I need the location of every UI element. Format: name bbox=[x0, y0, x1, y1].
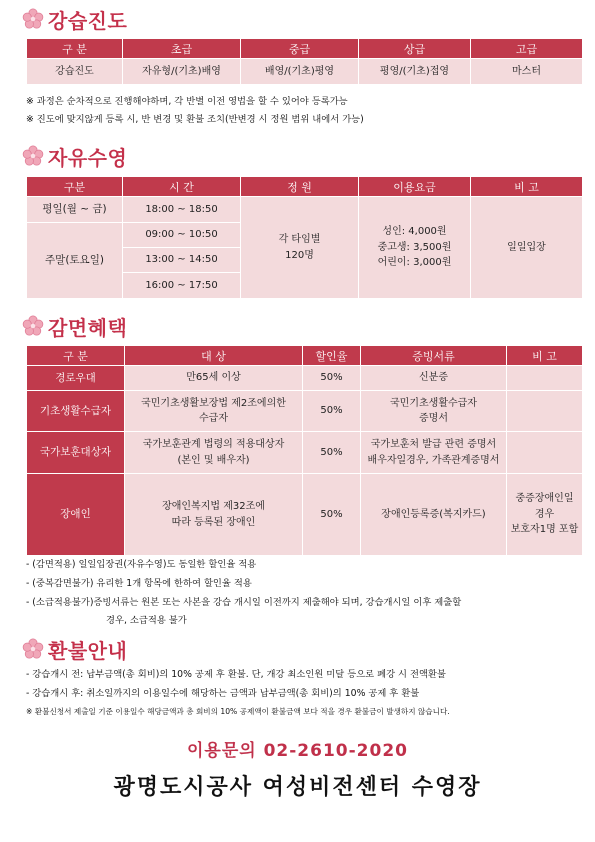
note-line: - 강습개시 전: 납부금액(총 회비)의 10% 공제 후 환불. 단, 개강 최소인원 미달 등으로 폐강 시 전액환불 bbox=[26, 669, 446, 680]
column-header: 비 고 bbox=[507, 346, 583, 366]
docs-cell: 장애인등록증(복지카드) bbox=[361, 474, 507, 556]
column-header: 이용요금 bbox=[359, 177, 471, 197]
target-cell: 만65세 이상 bbox=[125, 366, 303, 391]
section-title-free-swim bbox=[22, 141, 127, 171]
fee-line: 중고생: 3,500원 bbox=[377, 241, 452, 253]
remark-cell bbox=[507, 474, 583, 556]
column-header: 초급 bbox=[123, 39, 241, 59]
column-header: 구 분 bbox=[27, 39, 123, 59]
column-header: 비 고 bbox=[471, 177, 583, 197]
note-line: ※ 환불신청서 제출일 기준 이용일수 해당금액과 총 회비의 10% 공제액이 환불금액 보다 적을 경우 환불금이 발생하지 않습니다. bbox=[26, 707, 450, 716]
docs-cell: 신분증 bbox=[361, 366, 507, 391]
progress-table bbox=[26, 38, 583, 85]
column-header: 상급 bbox=[359, 39, 471, 59]
docs-line: 국민기초생활수급자 bbox=[390, 397, 477, 409]
time-cell: 13:00 ~ 14:50 bbox=[123, 248, 241, 273]
fee-cell bbox=[359, 197, 471, 299]
category-cell: 기초생활수급자 bbox=[27, 391, 125, 432]
note-line: - (중복감면불가) 유리한 1개 항목에 한하여 할인율 적용 bbox=[26, 578, 252, 589]
column-header: 정 원 bbox=[241, 177, 359, 197]
table-row bbox=[27, 59, 583, 85]
time-cell: 16:00 ~ 17:50 bbox=[123, 273, 241, 299]
discount-table bbox=[26, 345, 583, 556]
table-row bbox=[27, 197, 583, 223]
section-title-text: 환불안내 bbox=[48, 638, 128, 663]
section-title-text: 강습진도 bbox=[48, 8, 128, 33]
note-line: - 강습개시 후: 취소일까지의 이용일수에 해당하는 금액과 납부금액(총 회비)의 10% 공제 후 환불 bbox=[26, 688, 420, 699]
docs-line: 국가보훈처 발급 관련 증명서 bbox=[370, 439, 497, 450]
target-cell bbox=[125, 391, 303, 432]
remark-line: 중증장애인일 bbox=[515, 493, 574, 505]
table-cell: 자유형/(기초)배영 bbox=[123, 59, 241, 85]
column-header: 할인율 bbox=[303, 346, 361, 366]
remark-line: 보호자1명 포함 bbox=[510, 524, 579, 536]
fee-line: 성인: 4,000원 bbox=[382, 226, 447, 238]
column-header: 중급 bbox=[241, 39, 359, 59]
free-swim-table bbox=[26, 176, 583, 299]
cherry-blossom-icon bbox=[22, 145, 44, 167]
table-header-row bbox=[27, 39, 583, 59]
category-cell: 경로우대 bbox=[27, 366, 125, 391]
column-header: 증빙서류 bbox=[361, 346, 507, 366]
note-line: - (소급적용불가)증빙서류는 원본 또는 사본을 강습 개시일 이전까지 제출해야 되며, 강습개시일 이후 제출할 bbox=[26, 597, 462, 608]
docs-cell bbox=[361, 432, 507, 474]
section-title-refund bbox=[22, 634, 127, 664]
organization-name: 광명도시공사 여성비전센터 수영장 bbox=[113, 775, 482, 800]
note-line: ※ 진도에 맞지않게 등록 시, 반 변경 및 환불 조치(반변경 시 정원 범위 내에서 가능) bbox=[26, 114, 364, 125]
cherry-blossom-icon bbox=[22, 315, 44, 337]
table-row bbox=[27, 432, 583, 474]
target-line: (본인 및 배우자) bbox=[177, 454, 250, 466]
table-cell: 배영/(기초)평영 bbox=[241, 59, 359, 85]
target-line: 국가보훈관계 법령의 적용대상자 bbox=[142, 439, 285, 450]
time-cell: 09:00 ~ 10:50 bbox=[123, 223, 241, 248]
rate-cell: 50% bbox=[303, 391, 361, 432]
category-cell: 장애인 bbox=[27, 474, 125, 556]
column-header: 시 간 bbox=[123, 177, 241, 197]
docs-line: 배우자일경우, 가족관계증명서 bbox=[367, 454, 500, 466]
cherry-blossom-icon bbox=[22, 8, 44, 30]
column-header: 대 상 bbox=[125, 346, 303, 366]
table-header-row bbox=[27, 346, 583, 366]
remark-cell bbox=[507, 432, 583, 474]
docs-line: 증명서 bbox=[419, 413, 448, 424]
table-cell: 평영/(기초)접영 bbox=[359, 59, 471, 85]
note-line: 경우, 소급적용 불가 bbox=[106, 615, 187, 626]
remark-cell bbox=[507, 391, 583, 432]
remark-cell bbox=[507, 366, 583, 391]
column-header: 구분 bbox=[27, 177, 123, 197]
remark-cell: 일일입장 bbox=[471, 197, 583, 299]
capacity-line: 120명 bbox=[285, 249, 314, 261]
remark-line: 경우 bbox=[534, 508, 555, 520]
contact-phone: 이용문의 02-2610-2020 bbox=[186, 741, 408, 761]
section-title-text: 자유수영 bbox=[48, 145, 128, 170]
table-cell: 마스터 bbox=[471, 59, 583, 85]
note-line: ※ 과정은 순차적으로 진행해야하며, 각 반별 이전 영법을 할 수 있어야 등록가능 bbox=[26, 96, 348, 107]
section-title-text: 감면혜택 bbox=[48, 315, 128, 340]
target-line: 국민기초생활보장법 제2조에의한 bbox=[141, 397, 286, 409]
column-header: 고급 bbox=[471, 39, 583, 59]
table-row bbox=[27, 474, 583, 556]
capacity-cell bbox=[241, 197, 359, 299]
time-cell: 18:00 ~ 18:50 bbox=[123, 197, 241, 223]
fee-line: 어린이: 3,000원 bbox=[377, 257, 452, 269]
cherry-blossom-icon bbox=[22, 638, 44, 660]
target-cell bbox=[125, 474, 303, 556]
target-line: 따라 등록된 장애인 bbox=[171, 516, 256, 528]
capacity-line: 각 타임별 bbox=[278, 234, 321, 245]
section-title-discount bbox=[22, 311, 127, 341]
table-row bbox=[27, 391, 583, 432]
target-line: 장애인복지법 제32조에 bbox=[162, 501, 265, 512]
docs-cell bbox=[361, 391, 507, 432]
target-cell bbox=[125, 432, 303, 474]
section-title-progress bbox=[22, 4, 127, 34]
note-line: - (감면적용) 일일입장권(자유수영)도 동일한 할인율 적용 bbox=[26, 559, 257, 570]
row-label-weekend: 주말(토요일) bbox=[27, 223, 123, 299]
target-line: 수급자 bbox=[199, 413, 228, 424]
rate-cell: 50% bbox=[303, 366, 361, 391]
table-row bbox=[27, 366, 583, 391]
row-label: 강습진도 bbox=[27, 59, 123, 85]
column-header: 구 분 bbox=[27, 346, 125, 366]
rate-cell: 50% bbox=[303, 432, 361, 474]
table-header-row bbox=[27, 177, 583, 197]
category-cell: 국가보훈대상자 bbox=[27, 432, 125, 474]
rate-cell: 50% bbox=[303, 474, 361, 556]
row-label-weekday: 평일(월 ~ 금) bbox=[27, 197, 123, 223]
